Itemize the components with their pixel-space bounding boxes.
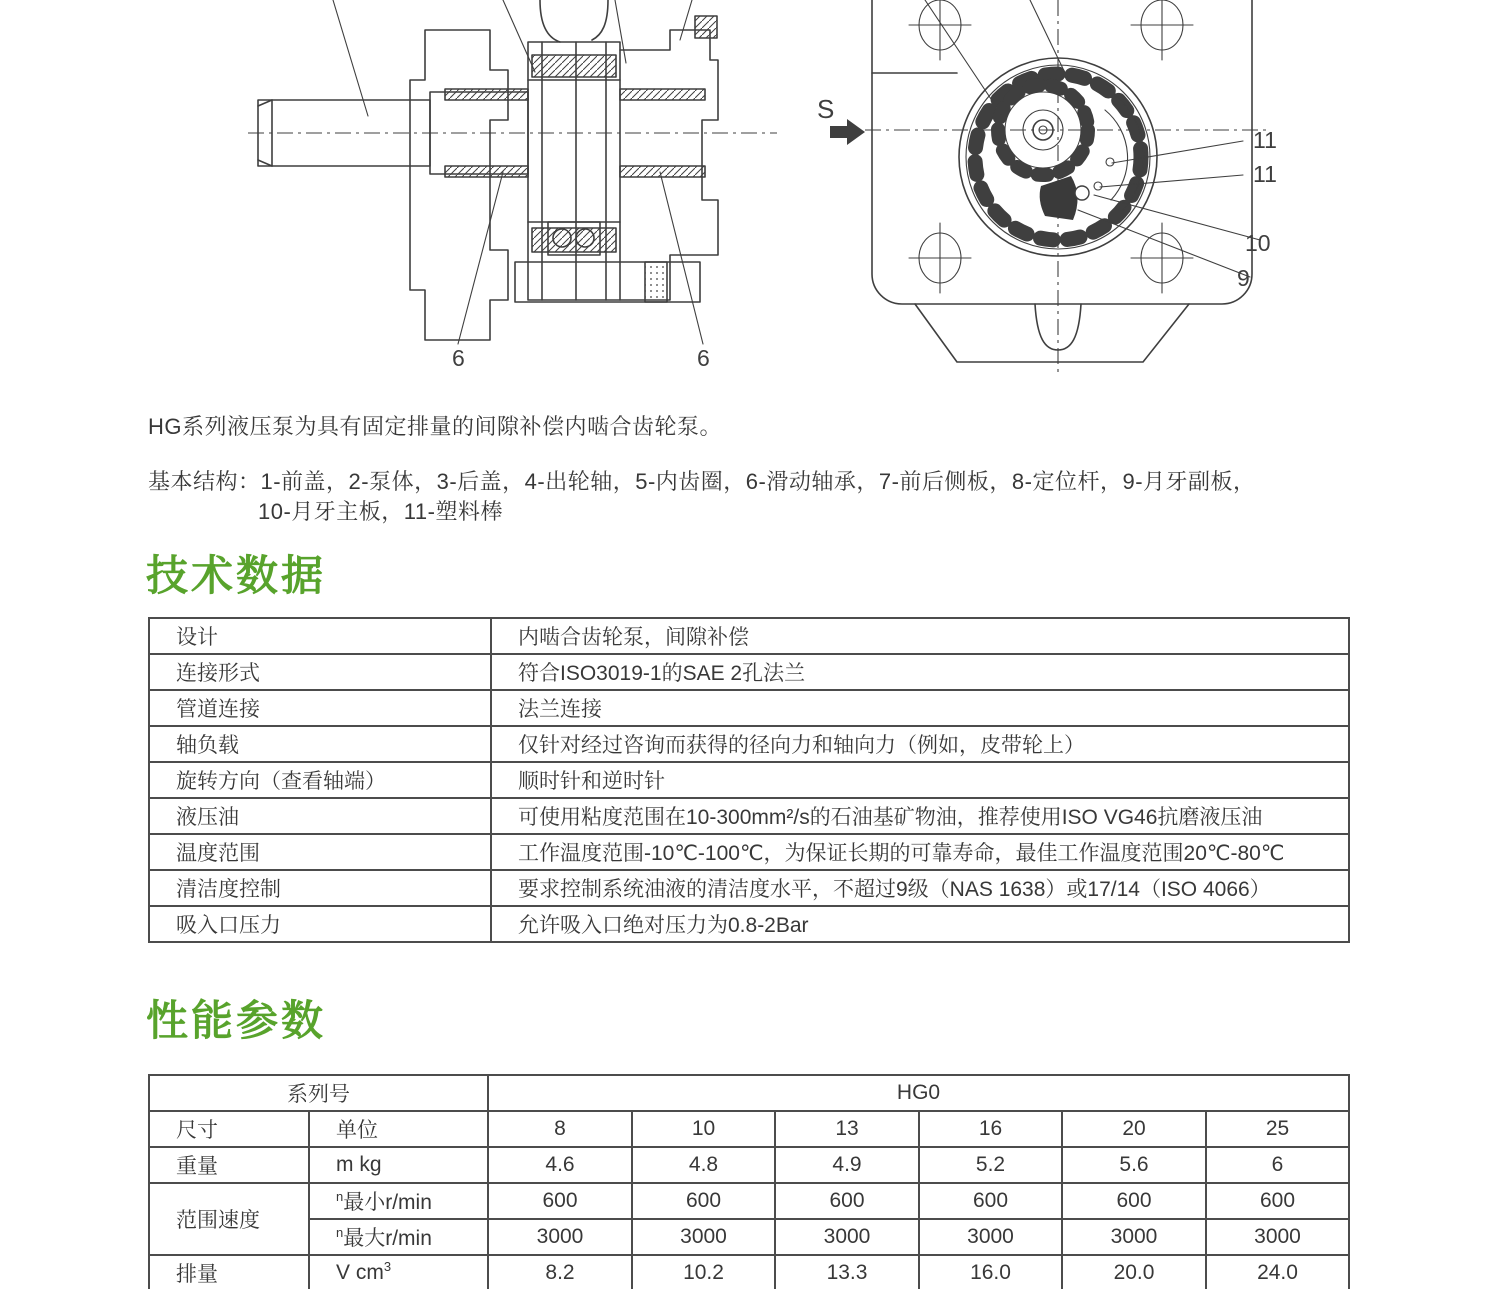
tech-row-value: 顺时针和逆时针 — [491, 762, 1349, 798]
unit-label: 单位 — [309, 1111, 488, 1147]
table-row — [149, 1147, 1349, 1183]
table-row — [149, 690, 1349, 726]
table-row — [149, 798, 1349, 834]
speed-min-value: 600 — [632, 1183, 775, 1219]
tech-row-label: 液压油 — [149, 798, 491, 834]
tech-row-value: 仅针对经过咨询而获得的径向力和轴向力（例如，皮带轮上） — [491, 726, 1349, 762]
table-row — [149, 906, 1349, 942]
displacement-value: 20.0 — [1062, 1255, 1206, 1289]
speed-max-value: 3000 — [775, 1219, 919, 1255]
weight-unit: m kg — [309, 1147, 488, 1183]
tech-row-value: 符合ISO3019-1的SAE 2孔法兰 — [491, 654, 1349, 690]
displacement-value: 10.2 — [632, 1255, 775, 1289]
size-value: 10 — [632, 1111, 775, 1147]
speed-min-value: 600 — [1206, 1183, 1349, 1219]
displacement-unit: V $cm^3$ — [309, 1255, 488, 1289]
weight-label: 重量 — [149, 1147, 309, 1183]
table-row — [149, 762, 1349, 798]
speed-min-value: 600 — [919, 1183, 1062, 1219]
pump-front-view-drawing — [805, 0, 1305, 372]
callout-11b: 11 — [1253, 161, 1277, 187]
size-value: 16 — [919, 1111, 1062, 1147]
displacement-label: 排量 — [149, 1255, 309, 1289]
tech-row-value: 内啮合齿轮泵，间隙补偿 — [491, 618, 1349, 654]
speed-min-value: 600 — [488, 1183, 632, 1219]
size-value: 8 — [488, 1111, 632, 1147]
tech-row-label: 管道连接 — [149, 690, 491, 726]
tech-row-label: 吸入口压力 — [149, 906, 491, 942]
performance-table — [148, 1074, 1350, 1289]
tech-data-table — [148, 617, 1350, 943]
displacement-value: 8.2 — [488, 1255, 632, 1289]
callout-9: 9 — [1237, 265, 1250, 291]
table-row — [149, 1075, 1349, 1111]
intro-line-2b: 10-月牙主板，11-塑料棒 — [258, 499, 503, 524]
callout-6-left: 6 — [452, 345, 465, 371]
intro-line-1: HG系列液压泵为具有固定排量的间隙补偿内啮合齿轮泵。 — [148, 414, 723, 439]
tech-data-title: 技术数据 — [146, 552, 327, 599]
speed-max-value: 3000 — [632, 1219, 775, 1255]
callout-10: 10 — [1245, 230, 1271, 256]
tech-row-label: 清洁度控制 — [149, 870, 491, 906]
tech-row-value: 允许吸入口绝对压力为0.8-2Bar — [491, 906, 1349, 942]
pump-front-view-figure — [805, 0, 1305, 372]
series-value: HG0 — [488, 1075, 1349, 1111]
crescent-main-plate — [1040, 176, 1078, 220]
weight-value: 5.6 — [1062, 1147, 1206, 1183]
displacement-value: 13.3 — [775, 1255, 919, 1289]
size-value: 13 — [775, 1111, 919, 1147]
table-row — [149, 834, 1349, 870]
table-row — [149, 1183, 1349, 1219]
tech-row-value: 法兰连接 — [491, 690, 1349, 726]
weight-value: 5.2 — [919, 1147, 1062, 1183]
table-row — [149, 1111, 1349, 1147]
intro-line-2a: 基本结构：1-前盖，2-泵体，3-后盖，4-出轮轴，5-内齿圈，6-滑动轴承，7-前后侧板，8-定位杆，9-月牙副板， — [148, 469, 1256, 494]
speed-min-value: 600 — [775, 1183, 919, 1219]
tech-row-label: 温度范围 — [149, 834, 491, 870]
weight-value: 4.8 — [632, 1147, 775, 1183]
size-label: 尺寸 — [149, 1111, 309, 1147]
pump-cross-section-drawing — [240, 0, 785, 372]
weight-value: 4.9 — [775, 1147, 919, 1183]
series-label: 系列号 — [149, 1075, 488, 1111]
table-row — [149, 618, 1349, 654]
table-row — [149, 1255, 1349, 1289]
callout-6-right: 6 — [697, 345, 710, 371]
inlet-arrow-icon — [830, 119, 865, 145]
tech-row-value: 要求控制系统油液的清洁度水平，不超过9级（NAS 1638）或17/14（ISO 4066） — [491, 870, 1349, 906]
speed-min-value: 600 — [1062, 1183, 1206, 1219]
speed-max-value: 3000 — [919, 1219, 1062, 1255]
speed-max-value: 3000 — [1206, 1219, 1349, 1255]
tech-row-label: 轴负载 — [149, 726, 491, 762]
speed-range-label: 范围速度 — [149, 1183, 309, 1255]
displacement-value: 24.0 — [1206, 1255, 1349, 1289]
inlet-label-s: S — [817, 94, 835, 124]
table-row — [149, 654, 1349, 690]
tech-row-value: 可使用粘度范围在10-300mm²/s的石油基矿物油，推荐使用ISO VG46抗磨液压油 — [491, 798, 1349, 834]
performance-title: 性能参数 — [146, 997, 327, 1044]
speed-max-value: 3000 — [488, 1219, 632, 1255]
table-row — [149, 870, 1349, 906]
table-row — [149, 726, 1349, 762]
weight-value: 4.6 — [488, 1147, 632, 1183]
table-row — [149, 1219, 1349, 1255]
size-value: 20 — [1062, 1111, 1206, 1147]
tech-row-value: 工作温度范围-10℃-100℃，为保证长期的可靠寿命，最佳工作温度范围20℃-80℃ — [491, 834, 1349, 870]
size-value: 25 — [1206, 1111, 1349, 1147]
tech-row-label: 连接形式 — [149, 654, 491, 690]
weight-value: 6 — [1206, 1147, 1349, 1183]
pump-cross-section-figure — [240, 0, 785, 372]
callout-11a: 11 — [1253, 127, 1277, 153]
tech-row-label: 旋转方向（查看轴端） — [149, 762, 491, 798]
speed-min-unit: $^n$最小r/min — [309, 1183, 488, 1219]
tech-row-label: 设计 — [149, 618, 491, 654]
speed-max-unit: $^n$最大r/min — [309, 1219, 488, 1255]
displacement-value: 16.0 — [919, 1255, 1062, 1289]
speed-max-value: 3000 — [1062, 1219, 1206, 1255]
